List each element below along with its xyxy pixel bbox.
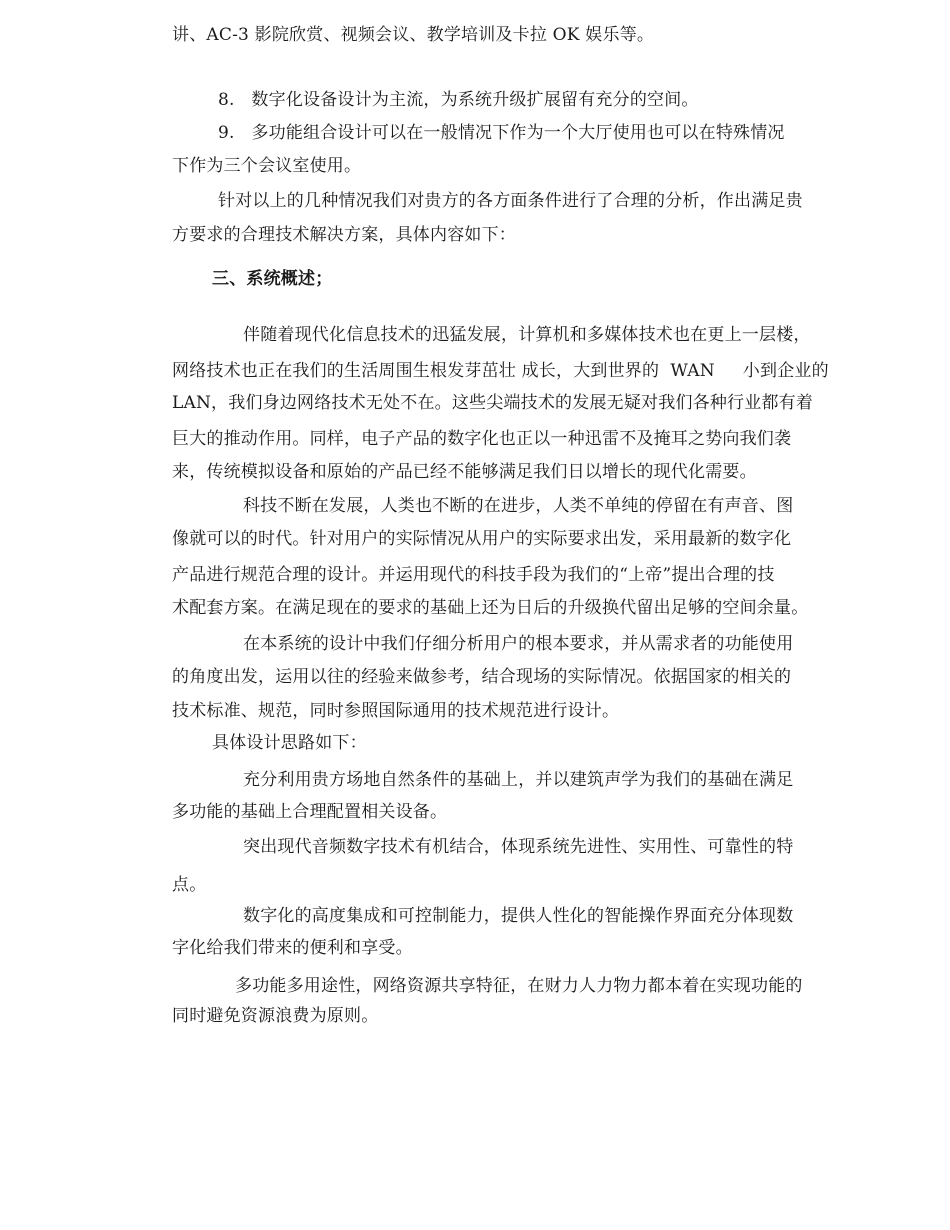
text-line: 点。 [172,875,207,895]
text-line: 在本系统的设计中我们仔细分析用户的根本要求，并从需求者的功能使用 [243,634,794,654]
text-line: 巨大的推动作用。同样，电子产品的数字化也正以一种迅雷不及掩耳之势向我们袭 [172,429,792,449]
text-line: 讲、AC-3 影院欣赏、视频会议、教学培训及卡拉 OK 娱乐等。 [172,25,655,45]
text-line: 多功能的基础上合理配置相关设备。 [172,802,448,822]
text-line: 多功能多用途性，网络资源共享特征，在财力人力物力都本着在实现功能的 [235,976,803,996]
text-line: 针对以上的几种情况我们对贵方的各方面条件进行了合理的分析，作出满足贵 [218,191,803,211]
section-heading: 三、系统概述； [212,269,333,289]
text-line: 充分利用贵方场地自然条件的基础上，并以建筑声学为我们的基础在满足 [243,770,794,790]
text-line: 的角度出发，运用以往的经验来做参考，结合现场的实际情况。依据国家的相关的 [172,667,792,687]
list-item-9: 9. 多功能组合设计可以在一般情况下作为一个大厅使用也可以在特殊情况 [218,123,785,143]
text-line: 产品进行规范合理的设计。并运用现代的科技手段为我们的“上帝”提出合理的技 [172,565,775,585]
text-line: 伴随着现代化信息技术的迅猛发展，计算机和多媒体技术也在更上一层楼， [243,325,811,345]
text-line: 具体设计思路如下： [212,733,367,753]
text-line: 像就可以的时代。针对用户的实际情况从用户的实际要求出发，采用最新的数字化 [172,529,792,549]
text-line: LAN，我们身边网络技术无处不在。这些尖端技术的发展无疑对我们各种行业都有着 [172,393,814,413]
text-line: 术配套方案。在满足现在的要求的基础上还为日后的升级换代留出足够的空间余量。 [172,598,809,618]
text-line: 网络技术也正在我们的生活周围生根发芽茁壮 成长，大到世界的 WAN 小到企业的 [172,361,829,381]
text-line: 突出现代音频数字技术有机结合，体现系统先进性、实用性、可靠性的特 [243,837,794,857]
text-line: 方要求的合理技术解决方案，具体内容如下： [172,225,516,245]
text-line: 同时避免资源浪费为原则。 [172,1006,379,1026]
text-line: 字化给我们带来的便利和享受。 [172,938,413,958]
text-line: 下作为三个会议室使用。 [172,156,362,176]
text-line: 来，传统模拟设备和原始的产品已经不能够满足我们日以增长的现代化需要。 [172,462,757,482]
list-item-8: 8. 数字化设备设计为主流，为系统升级扩展留有充分的空间。 [218,90,699,110]
text-line: 数字化的高度集成和可控制能力，提供人性化的智能操作界面充分体现数 [243,906,794,926]
text-line: 科技不断在发展，人类也不断的在进步，人类不单纯的停留在有声音、图 [243,496,794,516]
text-line: 技术标准、规范，同时参照国际通用的技术规范进行设计。 [172,701,620,721]
